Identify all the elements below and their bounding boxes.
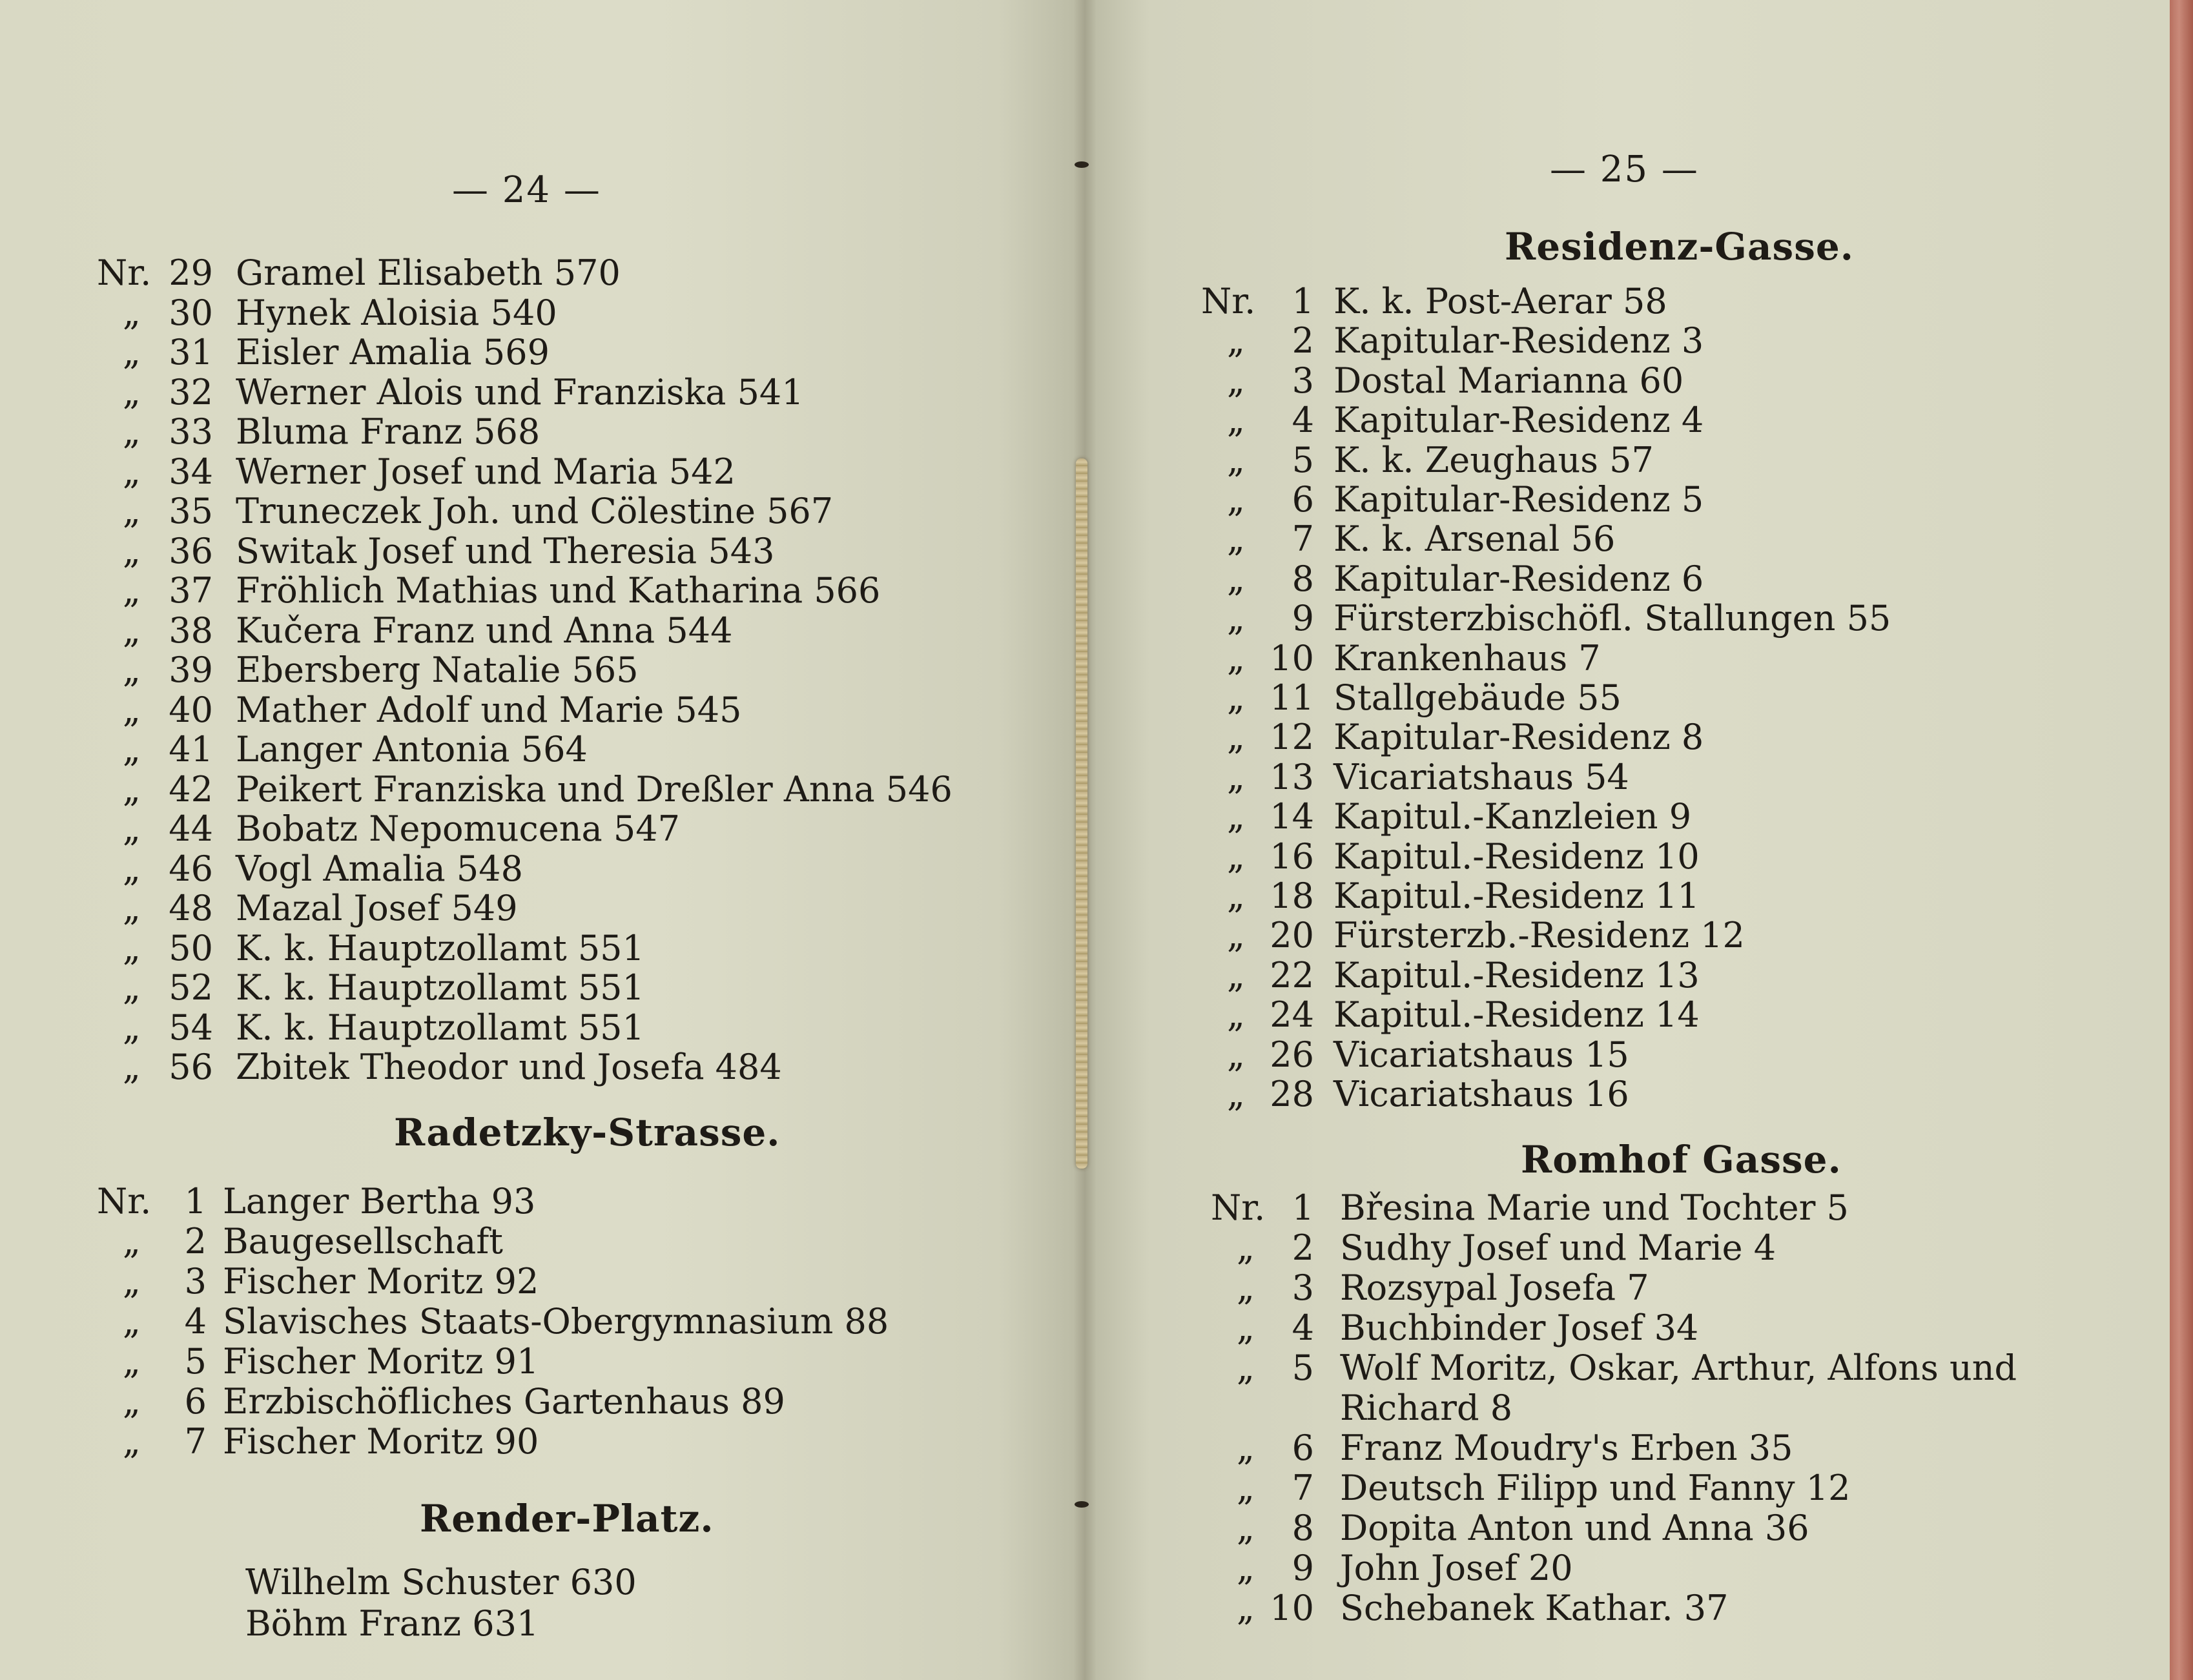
entry-row: [1201, 321, 2144, 361]
house-number: 26: [1270, 1034, 1314, 1075]
owner-text: Sudhy Josef und Marie 4: [1340, 1227, 1776, 1268]
entry-prefix: „: [123, 530, 141, 571]
house-number: 5: [184, 1341, 207, 1382]
entry-row: [1201, 678, 2144, 718]
owner-text: Kapitul.-Kanzleien 9: [1333, 796, 1692, 837]
entry-prefix: „: [123, 1421, 141, 1462]
heading-romhof-gasse: Romhof Gasse.: [1521, 1138, 1842, 1182]
entry-prefix: Nr.: [1211, 1187, 1266, 1228]
house-number: 13: [1270, 756, 1314, 797]
entry-prefix: „: [1227, 637, 1245, 679]
entry-row: [1211, 1348, 2154, 1388]
house-number: 3: [184, 1261, 207, 1302]
house-number: 50: [169, 927, 213, 968]
entry-prefix: „: [1227, 518, 1245, 560]
entry-prefix: „: [1227, 598, 1245, 639]
entry-prefix: „: [1237, 1508, 1255, 1548]
owner-text: Ebersberg Natalie 565: [236, 650, 639, 690]
owner-text: Vicariatshaus 54: [1333, 756, 1629, 797]
entry-prefix: „: [1227, 835, 1245, 877]
entry-row: [97, 571, 1053, 611]
entry-prefix: „: [1227, 1034, 1245, 1075]
owner-text: John Josef 20: [1340, 1548, 1573, 1588]
entry-prefix: „: [1237, 1548, 1255, 1588]
entry-row: [1201, 717, 2144, 757]
owner-text: Kapitul.-Residenz 10: [1333, 835, 1700, 877]
entry-row: [97, 253, 1053, 293]
house-number: 4: [184, 1301, 207, 1342]
house-number: 2: [1292, 320, 1314, 362]
entry-prefix: „: [123, 371, 141, 413]
owner-text: Buchbinder Josef 34: [1340, 1307, 1699, 1348]
entry-row: [1201, 282, 2144, 322]
owner-text: Vogl Amalia 548: [236, 848, 523, 889]
heading-residenz-gasse: Residenz-Gasse.: [1505, 225, 1854, 269]
house-number: 6: [1292, 479, 1314, 520]
entry-prefix: Nr.: [97, 252, 152, 293]
house-number: 40: [169, 689, 213, 730]
entry-prefix: „: [123, 1221, 141, 1262]
heading-render-platz: Render-Platz.: [420, 1497, 714, 1541]
house-number: 2: [184, 1221, 207, 1262]
house-number: 8: [1292, 558, 1314, 599]
owner-text: Erzbischöfliches Gartenhaus 89: [223, 1381, 785, 1422]
owner-text: Gramel Elisabeth 570: [236, 252, 621, 293]
house-number: 1: [1292, 281, 1314, 322]
house-number: 14: [1270, 796, 1314, 837]
entry-prefix: „: [123, 292, 141, 333]
left-page: [0, 0, 1085, 1680]
entry-row: [97, 1182, 1053, 1222]
house-number: 18: [1270, 876, 1314, 916]
owner-text: Fischer Moritz 91: [223, 1341, 539, 1382]
owner-text: Langer Bertha 93: [223, 1181, 536, 1222]
house-number: 16: [1270, 835, 1314, 877]
entry-prefix: „: [1237, 1347, 1255, 1388]
house-number: 37: [169, 570, 213, 611]
entry-prefix: „: [1237, 1588, 1255, 1628]
entry-prefix: „: [123, 1047, 141, 1087]
owner-text: K. k. Post-Aerar 58: [1333, 281, 1667, 322]
entry-prefix: „: [123, 967, 141, 1008]
house-number: 33: [169, 411, 213, 452]
owner-text: Baugesellschaft: [223, 1221, 504, 1262]
owner-text: Franz Moudry's Erben 35: [1340, 1428, 1793, 1468]
entry-row: [97, 611, 1053, 651]
entry-row: [97, 809, 1053, 849]
owner-text: Kapitular-Residenz 5: [1333, 479, 1704, 520]
entry-prefix: „: [1227, 1074, 1245, 1114]
house-number: 10: [1270, 1588, 1314, 1628]
owner-text: K. k. Hauptzollamt 551: [236, 1007, 644, 1048]
entry-row: [1211, 1508, 2154, 1548]
house-number: 35: [169, 491, 213, 531]
owner-text: Schebanek Kathar. 37: [1340, 1588, 1729, 1628]
entry-row: [97, 888, 1053, 928]
entry-prefix: „: [123, 1301, 141, 1342]
entry-row: [97, 730, 1053, 770]
entry-prefix: „: [123, 1381, 141, 1422]
house-number: 36: [169, 530, 213, 571]
owner-text: Bobatz Nepomucena 547: [236, 808, 680, 849]
entry-prefix: „: [1227, 796, 1245, 837]
entry-prefix: „: [123, 689, 141, 730]
entry-prefix: „: [1237, 1307, 1255, 1348]
page-number-24: — 24 —: [452, 169, 601, 211]
house-number: 34: [169, 451, 213, 492]
house-number: 10: [1270, 637, 1314, 679]
entry-row: [1211, 1428, 2154, 1468]
entry-row: [245, 1604, 1020, 1644]
entry-row: [97, 968, 1053, 1008]
house-number: 8: [1292, 1508, 1314, 1548]
owner-text: Rozsypal Josefa 7: [1340, 1267, 1649, 1308]
entry-row: [97, 1422, 1053, 1462]
house-number: 28: [1270, 1074, 1314, 1114]
entry-row: [245, 1562, 1020, 1603]
owner-text: Böhm Franz 631: [245, 1603, 539, 1644]
house-number: 1: [184, 1181, 207, 1222]
entry-row: [1211, 1228, 2154, 1268]
entry-prefix: „: [1227, 479, 1245, 520]
owner-text: Dostal Marianna 60: [1333, 360, 1684, 401]
house-number: 3: [1292, 360, 1314, 401]
house-number: 31: [169, 332, 213, 373]
owner-text: Fischer Moritz 92: [223, 1261, 539, 1302]
entry-row: [1201, 916, 2144, 956]
heading-radetzky-strasse: Radetzky-Strasse.: [394, 1111, 781, 1154]
entry-row: [1201, 757, 2144, 797]
entry-row: [1211, 1548, 2154, 1588]
owner-text: Werner Alois und Franziska 541: [236, 371, 804, 413]
owner-text: Peikert Franziska und Dreßler Anna 546: [236, 768, 952, 810]
owner-text: Mather Adolf und Marie 545: [236, 689, 742, 730]
owner-text: Switak Josef und Theresia 543: [236, 530, 775, 571]
owner-text: Fürsterzb.-Residenz 12: [1333, 915, 1745, 956]
entry-prefix: „: [123, 848, 141, 889]
entry-row: [1201, 559, 2144, 599]
owner-text: Hynek Aloisia 540: [236, 292, 557, 333]
entry-prefix: „: [1227, 320, 1245, 362]
entry-prefix: „: [123, 570, 141, 611]
entry-prefix: „: [1227, 915, 1245, 956]
entry-row: [1211, 1308, 2154, 1348]
entry-row: [1201, 400, 2144, 440]
owner-text: Břesina Marie und Tochter 5: [1340, 1187, 1849, 1228]
house-number: 38: [169, 610, 213, 651]
owner-text: Wolf Moritz, Oskar, Arthur, Alfons und: [1340, 1347, 2017, 1388]
owner-text: Zbitek Theodor und Josefa 484: [236, 1047, 782, 1087]
page-number-25: — 25 —: [1550, 149, 1699, 190]
entry-prefix: „: [1227, 400, 1245, 441]
house-number: 24: [1270, 994, 1314, 1036]
entry-prefix: „: [123, 1341, 141, 1382]
house-number: 9: [1292, 1548, 1314, 1588]
house-number: 5: [1292, 439, 1314, 480]
house-number: 11: [1270, 677, 1314, 718]
owner-text: Vicariatshaus 16: [1333, 1074, 1629, 1114]
binding-stitch-bottom: [1075, 1501, 1089, 1508]
house-number: 9: [1292, 598, 1314, 639]
entry-row: [97, 1222, 1053, 1262]
owner-text: Stallgebäude 55: [1333, 677, 1622, 718]
entry-prefix: „: [1237, 1267, 1255, 1308]
owner-text: Werner Josef und Maria 542: [236, 451, 736, 492]
house-number: 41: [169, 729, 213, 770]
owner-text: Kapitular-Residenz 4: [1333, 400, 1704, 441]
house-number: 29: [169, 252, 213, 293]
entry-row: [97, 373, 1053, 413]
entry-prefix: „: [1227, 876, 1245, 916]
owner-text: Kapitul.-Residenz 14: [1333, 994, 1700, 1036]
entry-row: [97, 412, 1053, 452]
entry-prefix: „: [1237, 1468, 1255, 1508]
owner-text: Fischer Moritz 90: [223, 1421, 539, 1462]
owner-text: Wilhelm Schuster 630: [245, 1562, 637, 1603]
owner-text: K. k. Hauptzollamt 551: [236, 967, 644, 1008]
house-number: 12: [1270, 717, 1314, 758]
house-number: 32: [169, 371, 213, 413]
entry-prefix: „: [123, 927, 141, 968]
entry-row: [97, 531, 1053, 571]
entry-prefix: „: [123, 1261, 141, 1302]
house-number: 44: [169, 808, 213, 849]
owner-text: Kapitul.-Residenz 11: [1333, 876, 1700, 916]
owner-text: Dopita Anton und Anna 36: [1340, 1508, 1809, 1548]
house-number: 56: [169, 1047, 213, 1087]
entry-prefix: „: [1227, 994, 1245, 1036]
house-number: 39: [169, 650, 213, 690]
house-number: 46: [169, 848, 213, 889]
owner-text: Langer Antonia 564: [236, 729, 588, 770]
entry-row: [97, 333, 1053, 373]
entry-row: [1201, 361, 2144, 401]
entry-prefix: „: [123, 808, 141, 849]
entry-prefix: Nr.: [97, 1181, 152, 1222]
house-number: 1: [1292, 1187, 1314, 1228]
house-number: 3: [1292, 1267, 1314, 1308]
owner-text: Eisler Amalia 569: [236, 332, 550, 373]
entry-row: [1211, 1468, 2154, 1508]
owner-text: Bluma Franz 568: [236, 411, 541, 452]
entry-row: [1211, 1188, 2154, 1228]
owner-text: Vicariatshaus 15: [1333, 1034, 1629, 1075]
entry-row: [97, 491, 1053, 531]
entry-prefix: „: [123, 650, 141, 690]
book-cover-edge: [2170, 0, 2193, 1680]
entry-row: [1201, 480, 2144, 520]
entry-row: [1201, 1074, 2144, 1114]
entry-prefix: „: [123, 411, 141, 452]
house-number: 20: [1270, 915, 1314, 956]
house-number: 6: [184, 1381, 207, 1422]
house-number: 48: [169, 888, 213, 928]
owner-text: Kapitular-Residenz 6: [1333, 558, 1704, 599]
entry-row: [97, 1342, 1053, 1382]
entry-prefix: „: [1237, 1227, 1255, 1268]
owner-text: Kučera Franz und Anna 544: [236, 610, 733, 651]
entry-prefix: „: [123, 888, 141, 928]
entry-row: [97, 1302, 1053, 1342]
entry-row: [97, 1382, 1053, 1422]
entry-row: [97, 928, 1053, 968]
owner-text: Richard 8: [1340, 1388, 1513, 1428]
owner-text: Deutsch Filipp und Fanny 12: [1340, 1468, 1851, 1508]
entry-prefix: „: [123, 1007, 141, 1048]
entry-row: [97, 1047, 1053, 1087]
entry-prefix: „: [123, 491, 141, 531]
entry-prefix: „: [1227, 717, 1245, 758]
entry-row: [1211, 1588, 2154, 1628]
house-number: 6: [1292, 1428, 1314, 1468]
binding-stitch-top: [1075, 161, 1089, 168]
entry-row: [1201, 639, 2144, 679]
entry-row: [97, 849, 1053, 889]
owner-text: Mazal Josef 549: [236, 888, 518, 928]
house-number: 4: [1292, 400, 1314, 441]
right-page: [1085, 0, 2170, 1680]
entry-row: [97, 293, 1053, 333]
entry-row: [1201, 995, 2144, 1035]
entry-row: [1201, 440, 2144, 480]
entry-prefix: „: [123, 610, 141, 651]
entry-row: [97, 770, 1053, 810]
entry-prefix: „: [1227, 439, 1245, 480]
entry-row: [1201, 519, 2144, 559]
owner-text: Slavisches Staats-Obergymnasium 88: [223, 1301, 889, 1342]
house-number: 5: [1292, 1347, 1314, 1388]
owner-text: Kapitul.-Residenz 13: [1333, 954, 1700, 996]
entry-row: [97, 1008, 1053, 1048]
owner-text: Fürsterzbischöfl. Stallungen 55: [1333, 598, 1891, 639]
entry-row: [1201, 837, 2144, 877]
entry-prefix: „: [123, 332, 141, 373]
owner-text: Krankenhaus 7: [1333, 637, 1601, 679]
entry-prefix: „: [1227, 677, 1245, 718]
house-number: 42: [169, 768, 213, 810]
house-number: 54: [169, 1007, 213, 1048]
entry-prefix: „: [123, 729, 141, 770]
entry-row: [97, 452, 1053, 492]
house-number: 52: [169, 967, 213, 1008]
house-number: 30: [169, 292, 213, 333]
entry-row: [1201, 876, 2144, 916]
entry-row: [97, 1262, 1053, 1302]
entry-prefix: „: [1227, 360, 1245, 401]
owner-text: K. k. Hauptzollamt 551: [236, 927, 644, 968]
entry-row: [1201, 599, 2144, 639]
entry-row: [97, 690, 1053, 730]
entry-row: [1201, 797, 2144, 837]
house-number: 7: [184, 1421, 207, 1462]
house-number: 2: [1292, 1227, 1314, 1268]
entry-row: [1201, 956, 2144, 996]
binding-thread: [1076, 458, 1087, 1169]
owner-text: K. k. Zeughaus 57: [1333, 439, 1654, 480]
entry-prefix: „: [1227, 954, 1245, 996]
entry-prefix: „: [1237, 1428, 1255, 1468]
owner-text: Fröhlich Mathias und Katharina 566: [236, 570, 881, 611]
house-number: 7: [1292, 518, 1314, 560]
entry-row: [1211, 1268, 2154, 1308]
entry-prefix: Nr.: [1201, 281, 1256, 322]
entry-prefix: „: [1227, 558, 1245, 599]
owner-text: Kapitular-Residenz 8: [1333, 717, 1704, 758]
entry-prefix: „: [123, 768, 141, 810]
owner-text: K. k. Arsenal 56: [1333, 518, 1616, 560]
entry-row: [97, 650, 1053, 690]
house-number: 22: [1270, 954, 1314, 996]
entry-row: [1201, 1035, 2144, 1075]
owner-text: Kapitular-Residenz 3: [1333, 320, 1704, 362]
house-number: 7: [1292, 1468, 1314, 1508]
entry-row: [1211, 1388, 2154, 1428]
house-number: 4: [1292, 1307, 1314, 1348]
entry-prefix: „: [123, 451, 141, 492]
entry-prefix: „: [1227, 756, 1245, 797]
owner-text: Truneczek Joh. und Cölestine 567: [236, 491, 834, 531]
